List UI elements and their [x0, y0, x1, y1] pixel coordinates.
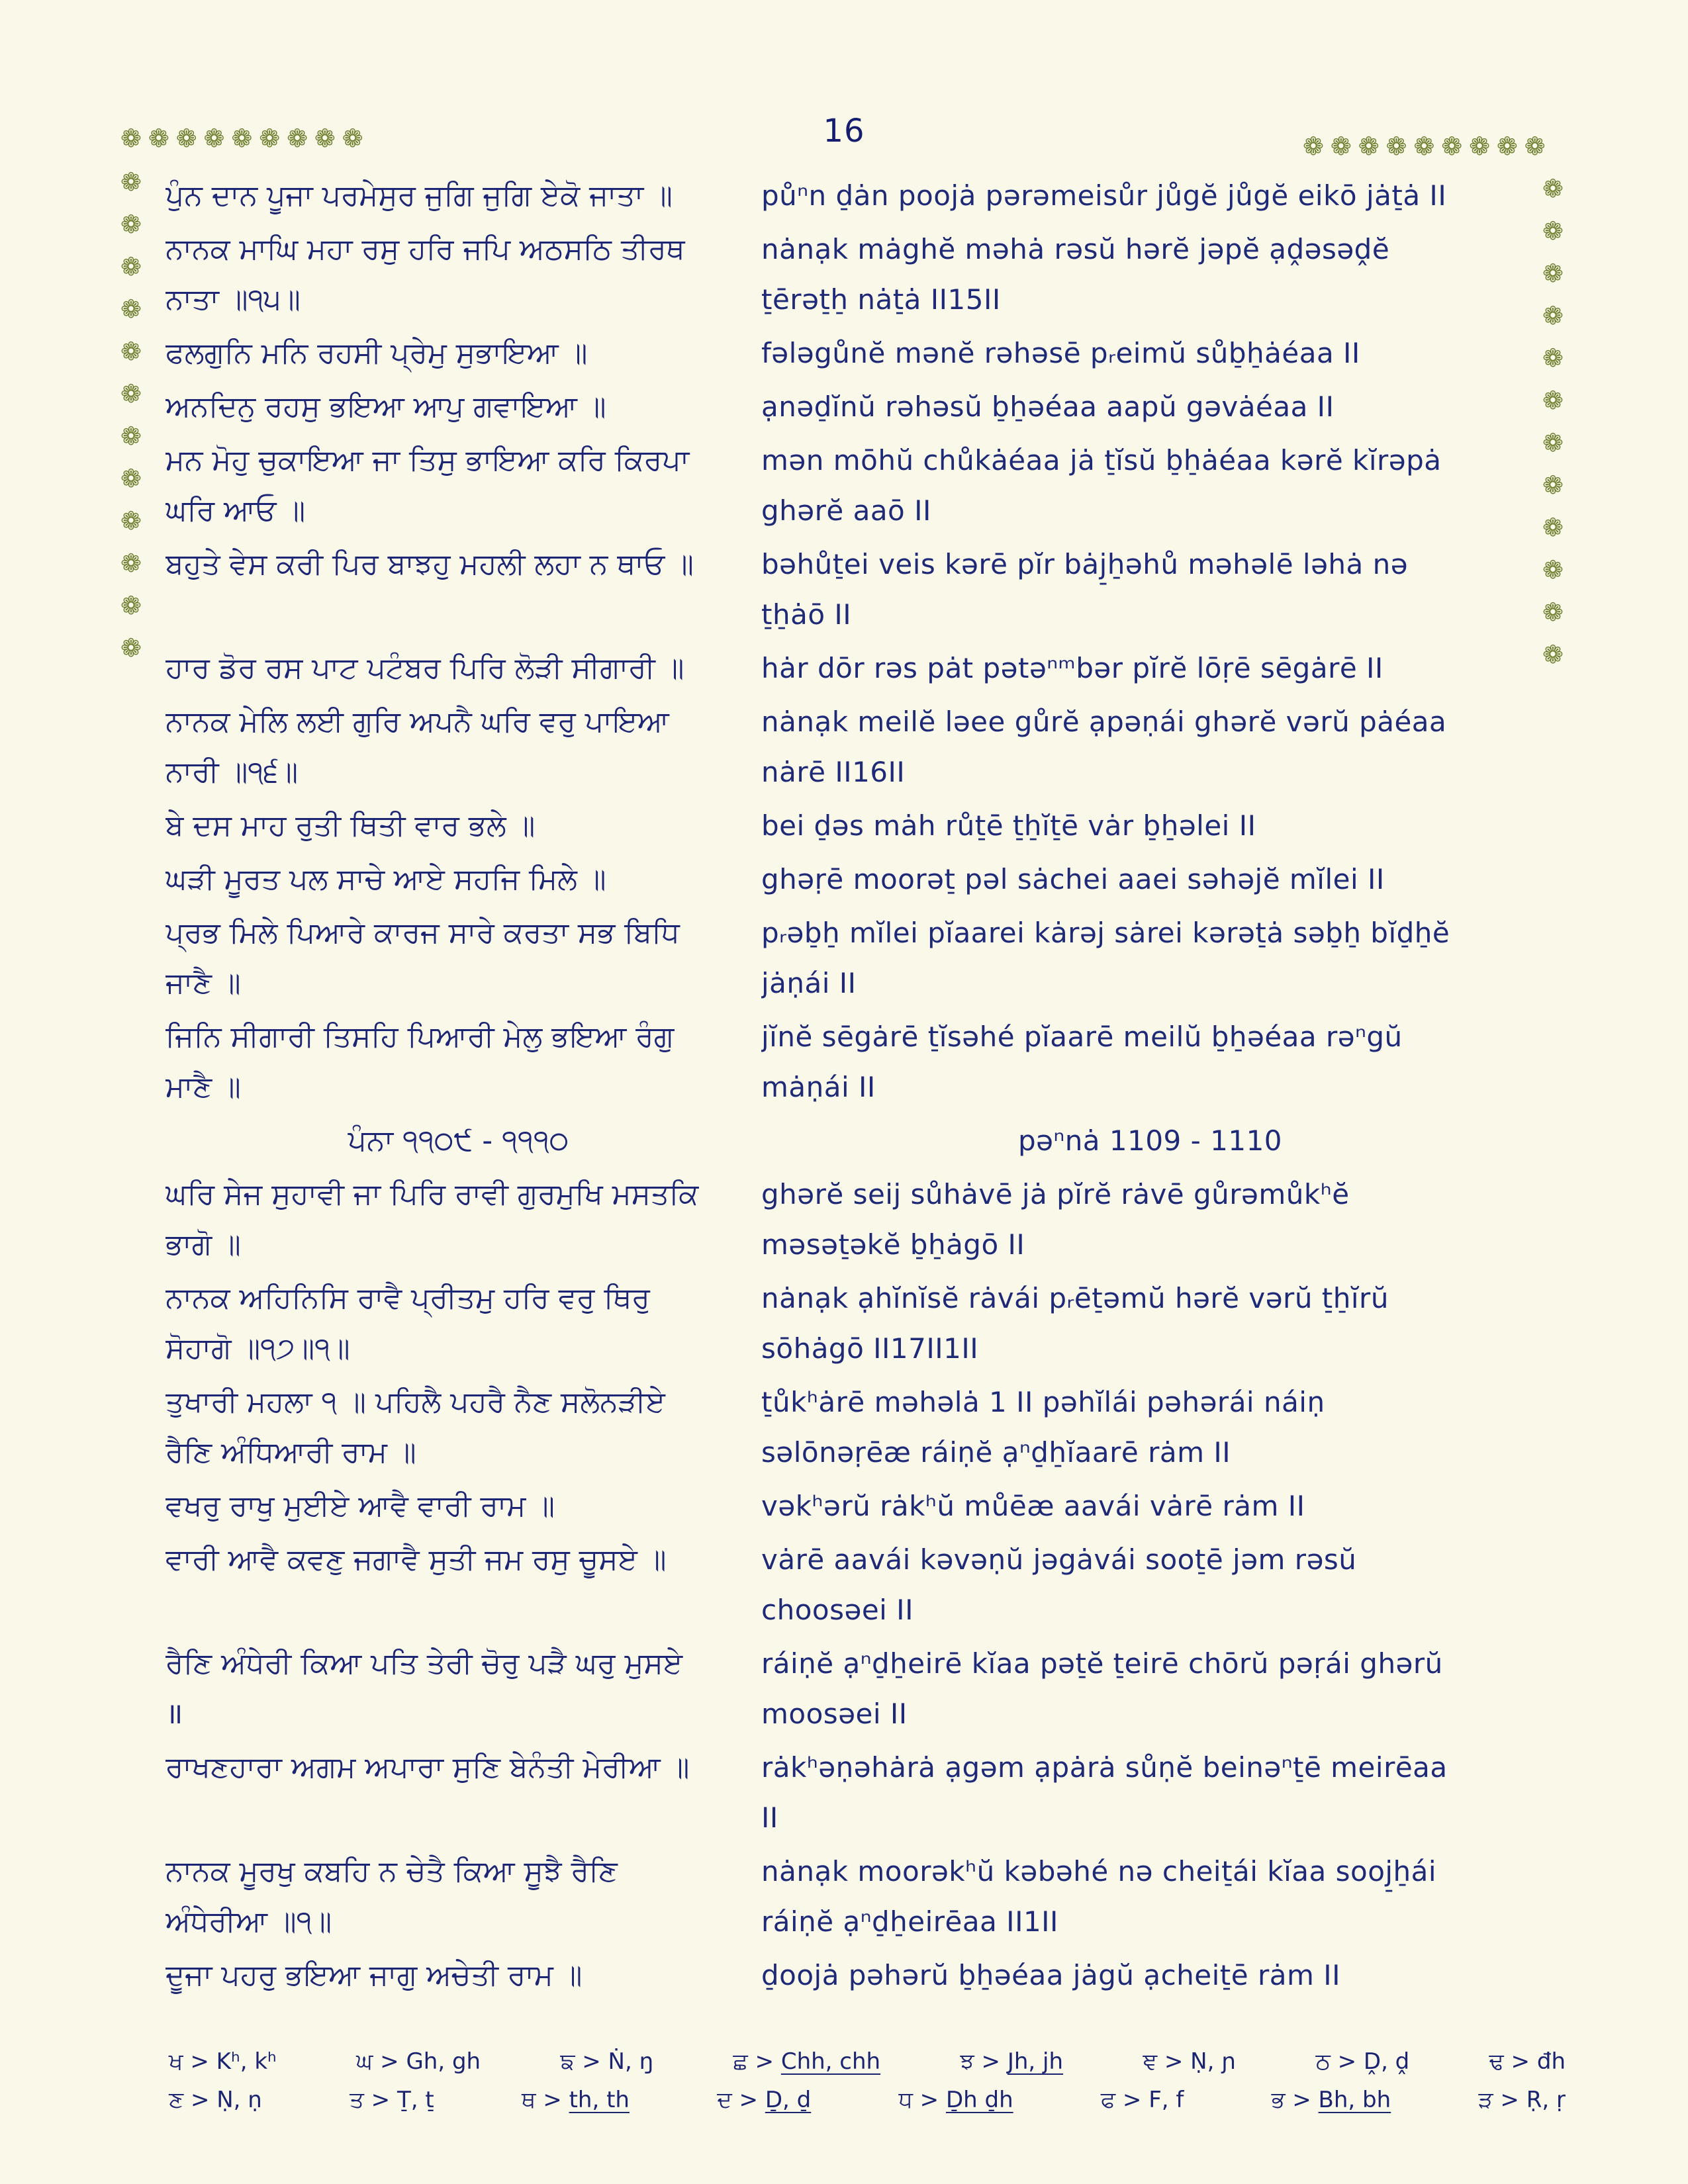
- transliteration-line: t̠h̠ȧō II: [761, 598, 852, 631]
- flower-icon: ❁: [1542, 428, 1564, 457]
- legend-gurmukhi-letter: ਧ: [898, 2087, 913, 2113]
- transliteration-line: nȧnạk meilĕ ləee gůrĕ ạpəṇái ghərĕ vərŭ pȧéaa: [761, 705, 1447, 738]
- verse-row: [165, 801, 1539, 851]
- gurmukhi-line: ਰੈਣਿ ਅੰਧੇਰੀ ਕਿਆ ਪਤਿ ਤੇਰੀ ਚੋਰੁ ਪੜੈ ਘਰੁ ਮੁਸਏ: [165, 1647, 683, 1680]
- flower-icon: ❁: [120, 549, 142, 578]
- flower-icon: ❁: [1542, 386, 1564, 415]
- transliteration-cell: [761, 1169, 1539, 1270]
- transliteration-line: ạnəd̠ĭnŭ rəhəsŭ b̠h̠əéaa aapŭ gəvȧéaa II: [761, 390, 1335, 423]
- gurmukhi-line: ਪੰਨਾ ੧੧੦੯ - ੧੧੧੦: [348, 1124, 569, 1158]
- scripture-text: [165, 171, 1539, 2004]
- gurmukhi-cell: [165, 1535, 761, 1635]
- legend-gurmukhi-letter: ਝ: [960, 2048, 974, 2075]
- transliteration-line: t̠ůkʰȧrē məhəlȧ 1 II pəhĭlái pəhərái náiṇ: [761, 1386, 1325, 1418]
- gurmukhi-line: ਦੂਜਾ ਪਹਰੁ ਭਇਆ ਜਾਗੁ ਅਚੇਤੀ ਰਾਮ ॥: [165, 1958, 583, 1992]
- empty-line: [165, 1585, 751, 1635]
- gurmukhi-cell: [165, 1950, 761, 2001]
- legend-item: [1101, 2081, 1184, 2119]
- transliteration-cell: [761, 1012, 1539, 1113]
- legend-separator: >: [575, 2048, 608, 2075]
- verse-row: [165, 1743, 1539, 1843]
- legend-item: [960, 2042, 1063, 2081]
- gurmukhi-line: ਨਾਰੀ ॥੧੬॥: [165, 755, 299, 789]
- flower-icon: ❁: [231, 124, 253, 153]
- transliteration-cell: [761, 328, 1539, 379]
- legend-item: [356, 2042, 481, 2081]
- transliteration-line: mən mōhŭ chůkȧéaa jȧ t̠ĭsŭ b̠h̠ȧéaa kərĕ kĭrəpȧ: [761, 444, 1442, 477]
- verse-row: [165, 1481, 1539, 1531]
- gurmukhi-cell: [165, 908, 761, 1009]
- legend-item: [169, 2042, 277, 2081]
- transliteration-line: ráiṇĕ ạⁿd̠h̠eirēaa II1II: [761, 1905, 1058, 1938]
- legend-item: [560, 2042, 653, 2081]
- gurmukhi-line: ਜਾਣੈ ॥: [165, 966, 241, 1000]
- legend-item: [733, 2042, 880, 2081]
- gurmukhi-cell: [165, 435, 761, 536]
- transliteration-line: sōhȧgō II17II1II: [761, 1332, 979, 1365]
- transliteration-line: mȧṇái II: [761, 1071, 876, 1103]
- gurmukhi-line: ਵਖਰੁ ਰਾਖੁ ਮੁਈਏ ਆਵੈ ਵਾਰੀ ਰਾਮ ॥: [165, 1489, 555, 1523]
- gurmukhi-cell: [165, 1116, 761, 1166]
- gurmukhi-line: ਅਨਦਿਨੁ ਰਹਸੁ ਭਇਆ ਆਪੁ ਗਵਾਇਆ ॥: [165, 390, 606, 424]
- legend-item: [1315, 2042, 1409, 2081]
- transliteration-line: jȧṇái II: [761, 967, 857, 999]
- flower-icon: ❁: [120, 422, 142, 451]
- gurmukhi-cell: [165, 1273, 761, 1374]
- legend-roman-value: th, th: [569, 2087, 630, 2113]
- transliteration-line: bəhůt̠ei veis kərē pĭr bȧj̠h̠əhů məhəlē ləhȧ nə: [761, 548, 1409, 580]
- gurmukhi-line: ਅੰਧੇਰੀਆ ॥੧॥: [165, 1905, 332, 1938]
- gurmukhi-cell: [165, 1639, 761, 1739]
- legend-gurmukhi-letter: ਛ: [733, 2048, 748, 2075]
- gurmukhi-cell: [165, 1481, 761, 1531]
- legend-separator: >: [747, 2048, 781, 2075]
- transliteration-line: ghərĕ aaō II: [761, 494, 931, 527]
- legend-gurmukhi-letter: ਥ: [521, 2087, 536, 2113]
- gurmukhi-line: ਘਰਿ ਸੇਜ ਸੁਹਾਵੀ ਜਾ ਪਿਰਿ ਰਾਵੀ ਗੁਰਮੁਖਿ ਮਸਤਕਿ: [165, 1177, 699, 1211]
- gurmukhi-cell: [165, 224, 761, 325]
- transliteration-line: ghərĕ seij sůhȧvē jȧ pĭrĕ rȧvē gůrəmůkʰĕ: [761, 1178, 1350, 1210]
- gurmukhi-line: ਮਨ ਮੋਹੁ ਚੁਕਾਇਆ ਜਾ ਤਿਸੁ ਭਾਇਆ ਕਰਿ ਕਿਰਪਾ: [165, 443, 690, 477]
- gurmukhi-cell: [165, 328, 761, 379]
- verse-row: [165, 1012, 1539, 1113]
- gurmukhi-line: ਹਾਰ ਡੋਰ ਰਸ ਪਾਟ ਪਟੰਬਰ ਪਿਰਿ ਲੋੜੀ ਸੀਗਾਰੀ ॥: [165, 651, 684, 685]
- legend-roman-value: Bh, bh: [1318, 2087, 1391, 2113]
- verse-row: [165, 224, 1539, 325]
- verse-row: [165, 908, 1539, 1009]
- transliteration-line: rȧkʰəṇəhȧrȧ ạgəm ạpȧrȧ sůṇĕ beinəⁿt̠ē meirēaa: [761, 1751, 1448, 1784]
- legend-roman-value: Ṇ, ṇ: [216, 2087, 262, 2113]
- page-reference-row: [165, 1116, 1539, 1166]
- transliteration-cell: [761, 1273, 1539, 1374]
- transliteration-line: səlōnəṛēæ ráiṇĕ ạⁿd̠h̠ĭaarē rȧm II: [761, 1436, 1231, 1469]
- legend-gurmukhi-letter: ਠ: [1315, 2048, 1331, 2075]
- transliteration-line: bei d̠əs mȧh růt̠ē t̠h̠ĭt̠ē vȧr b̠h̠əlei II: [761, 809, 1256, 842]
- transliteration-line: II: [761, 1801, 778, 1834]
- verse-row: [165, 171, 1539, 221]
- gurmukhi-line: ਫਲਗੁਨਿ ਮਨਿ ਰਹਸੀ ਪ੍ਰੇਮੁ ਸੁਭਾਇਆ ॥: [165, 336, 588, 370]
- flower-icon: ❁: [120, 506, 142, 535]
- transliteration-cell: [761, 1846, 1539, 1947]
- gurmukhi-line: ਨਾਤਾ ॥੧੫॥: [165, 283, 301, 316]
- gurmukhi-line: ਤੁਖਾਰੀ ਮਹਲਾ ੧ ॥ ਪਹਿਲੈ ਪਹਰੈ ਨੈਣ ਸਲੋਨੜੀਏ: [165, 1385, 665, 1419]
- flower-icon: ❁: [1330, 132, 1352, 161]
- gurmukhi-line: ਮਾਣੈ ॥: [165, 1070, 241, 1104]
- transliteration-line: ghəṛē moorət̠ pəl sȧchei aaei səhəjĕ mĭlei II: [761, 863, 1385, 895]
- gurmukhi-cell: [165, 1846, 761, 1947]
- legend-roman-value: Ṛ, ṛ: [1526, 2087, 1566, 2113]
- transliteration-cell: [761, 1116, 1539, 1166]
- legend-separator: >: [1330, 2048, 1364, 2075]
- legend-gurmukhi-letter: ਘ: [356, 2048, 373, 2075]
- transliteration-cell: [761, 1950, 1539, 2001]
- legend-item: [1478, 2081, 1566, 2119]
- flower-icon: ❁: [1542, 555, 1564, 584]
- flower-icon: ❁: [342, 124, 363, 153]
- flower-icon: ❁: [120, 167, 142, 197]
- flower-icon: ❁: [1542, 598, 1564, 627]
- legend-item: [1489, 2042, 1566, 2081]
- legend-roman-value: D̠, d̠: [765, 2087, 812, 2113]
- legend-gurmukhi-letter: ਦ: [717, 2087, 732, 2113]
- legend-roman-value: Ṇ, ɲ: [1190, 2048, 1237, 2075]
- gurmukhi-line: ਨਾਨਕ ਮੇਲਿ ਲਈ ਗੁਰਿ ਅਪਨੈ ਘਰਿ ਵਰੁ ਪਾਇਆ: [165, 705, 669, 739]
- verse-row: [165, 1377, 1539, 1478]
- verse-row: [165, 1535, 1539, 1635]
- transliteration-cell: [761, 908, 1539, 1009]
- legend-row: [169, 2042, 1566, 2081]
- transliteration-line: nȧnạk ạhĭnĭsĕ rȧvái pᵣēt̠əmŭ hərĕ vərŭ t̠h̠ĭrŭ: [761, 1282, 1389, 1314]
- verse-row: [165, 697, 1539, 797]
- flower-icon: ❁: [120, 591, 142, 620]
- legend-item: [1272, 2081, 1391, 2119]
- transliteration-line: nȧrē II16II: [761, 756, 906, 788]
- legend-item: [350, 2081, 434, 2119]
- legend-roman-value: Ṅ, ŋ: [608, 2048, 654, 2075]
- verse-row: [165, 1846, 1539, 1947]
- gurmukhi-cell: [165, 1169, 761, 1270]
- legend-roman-value: Kʰ, kʰ: [216, 2048, 277, 2075]
- legend-roman-value: Jh, jh: [1007, 2048, 1064, 2075]
- legend-gurmukhi-letter: ਞ: [1143, 2048, 1158, 2075]
- ornament-column-left: [120, 169, 142, 660]
- transliteration-line: pəⁿnȧ 1109 - 1110: [1017, 1124, 1283, 1157]
- flower-icon: ❁: [120, 337, 142, 366]
- legend-roman-value: Gh, gh: [406, 2048, 481, 2075]
- legend-gurmukhi-letter: ੜ: [1478, 2087, 1493, 2113]
- transliteration-cell: [761, 854, 1539, 905]
- flower-icon: ❁: [1496, 132, 1518, 161]
- gurmukhi-line: ਪ੍ਰਭ ਮਿਲੇ ਪਿਆਰੇ ਕਾਰਜ ਸਾਰੇ ਕਰਤਾ ਸਭ ਬਿਧਿ: [165, 916, 680, 950]
- transliteration-line: ráiṇĕ ạⁿd̠h̠eirē kĭaa pət̠ĕ t̠eirē chōrŭ pəṛái ghərŭ: [761, 1647, 1443, 1680]
- legend-separator: >: [1493, 2087, 1526, 2113]
- legend-item: [169, 2081, 262, 2119]
- flower-icon: ❁: [1542, 216, 1564, 246]
- gurmukhi-cell: [165, 171, 761, 221]
- legend-item: [1143, 2042, 1236, 2081]
- verse-row: [165, 643, 1539, 694]
- legend-gurmukhi-letter: ਖ: [169, 2048, 183, 2075]
- gurmukhi-line: ਘੜੀ ਮੂਰਤ ਪਲ ਸਾਚੇ ਆਏ ਸਹਜਿ ਮਿਲੇ ॥: [165, 862, 606, 896]
- verse-row: [165, 1273, 1539, 1374]
- flower-icon: ❁: [120, 210, 142, 239]
- flower-icon: ❁: [1542, 640, 1564, 669]
- gurmukhi-line: ਸੋਹਾਗੋ ॥੧੭॥੧॥: [165, 1332, 350, 1365]
- legend-item: [717, 2081, 811, 2119]
- transliteration-cell: [761, 1743, 1539, 1843]
- gurmukhi-cell: [165, 1012, 761, 1113]
- gurmukhi-line: ਬੇ ਦਸ ਮਾਹ ਰੁਤੀ ਥਿਤੀ ਵਾਰ ਭਲੇ ॥: [165, 809, 536, 842]
- empty-line: [165, 1793, 751, 1843]
- legend-separator: >: [912, 2087, 946, 2113]
- flower-icon: ❁: [120, 464, 142, 493]
- legend-item: [898, 2081, 1013, 2119]
- transliteration-cell: [761, 1535, 1539, 1635]
- legend-separator: >: [536, 2087, 569, 2113]
- transliteration-line: choosəei II: [761, 1594, 914, 1626]
- gurmukhi-line: ਭਾਗੋ ॥: [165, 1228, 241, 1261]
- flower-icon: ❁: [175, 124, 197, 153]
- legend-roman-value: D̠h d̠h: [945, 2087, 1013, 2113]
- transliteration-cell: [761, 643, 1539, 694]
- ornament-row-top-right: [1303, 134, 1546, 159]
- gurmukhi-line: ਰੈਣਿ ਅੰਧਿਆਰੀ ਰਾਮ ॥: [165, 1435, 416, 1469]
- legend-gurmukhi-letter: ਢ: [1489, 2048, 1504, 2075]
- transliteration-cell: [761, 1639, 1539, 1739]
- gurmukhi-line: ਨਾਨਕ ਮਾਘਿ ਮਹਾ ਰਸੁ ਹਰਿ ਜਪਿ ਅਠਸਠਿ ਤੀਰਥ: [165, 232, 685, 266]
- legend-separator: >: [183, 2087, 217, 2113]
- flower-icon: ❁: [314, 124, 336, 153]
- legend-roman-value: Chh, chh: [780, 2048, 881, 2075]
- transliteration-cell: [761, 1377, 1539, 1478]
- legend-separator: >: [1157, 2048, 1191, 2075]
- gurmukhi-line: ਨਾਨਕ ਅਹਿਨਿਸਿ ਰਾਵੈ ਪ੍ਰੀਤਮੁ ਹਰਿ ਵਰੁ ਥਿਰੁ: [165, 1281, 650, 1315]
- gurmukhi-cell: [165, 801, 761, 851]
- legend-separator: >: [1503, 2048, 1537, 2075]
- verse-row: [165, 1169, 1539, 1270]
- gurmukhi-cell: [165, 382, 761, 432]
- flower-icon: ❁: [120, 124, 142, 153]
- legend-gurmukhi-letter: ਙ: [560, 2048, 575, 2075]
- page-number: 16: [823, 113, 865, 150]
- flower-icon: ❁: [120, 252, 142, 281]
- flower-icon: ❁: [1469, 132, 1490, 161]
- gurmukhi-cell: [165, 1743, 761, 1843]
- flower-icon: ❁: [1542, 174, 1564, 203]
- legend-separator: >: [363, 2087, 397, 2113]
- ornament-column-right: [1542, 176, 1564, 667]
- transliteration-cell: [761, 801, 1539, 851]
- flower-icon: ❁: [1542, 259, 1564, 288]
- flower-icon: ❁: [148, 124, 169, 153]
- gurmukhi-line: ॥: [165, 1697, 183, 1731]
- legend-separator: >: [1285, 2087, 1319, 2113]
- transliteration-line: vəkʰərŭ rȧkʰŭ můēæ aavái vȧrē rȧm II: [761, 1490, 1305, 1522]
- legend-gurmukhi-letter: ਫ: [1100, 2087, 1116, 2113]
- verse-row: [165, 328, 1539, 379]
- flower-icon: ❁: [120, 633, 142, 662]
- flower-icon: ❁: [287, 124, 308, 153]
- transliteration-line: nȧnạk mȧghĕ məhȧ rəsŭ hərĕ jəpĕ ạḓəsəḓĕ: [761, 233, 1390, 265]
- verse-row: [165, 854, 1539, 905]
- transliteration-cell: [761, 224, 1539, 325]
- legend-separator: >: [974, 2048, 1008, 2075]
- transliteration-line: půⁿn d̠ȧn poojȧ pərəmeisůr jůgĕ jůgĕ eikō jȧt̠ȧ II: [761, 179, 1447, 212]
- transliteration-line: t̠ērət̠h̠ nȧt̠ȧ II15II: [761, 283, 1001, 316]
- transliteration-cell: [761, 171, 1539, 221]
- transliteration-line: fələgůnĕ mənĕ rəhəsē pᵣeimŭ sůb̠h̠ȧéaa II: [761, 337, 1360, 369]
- gurmukhi-cell: [165, 539, 761, 640]
- gurmukhi-line: ਘਰਿ ਆਓ ॥: [165, 494, 306, 527]
- gurmukhi-line: ਵਾਰੀ ਆਵੈ ਕਵਣੁ ਜਗਾਵੈ ਸੁਤੀ ਜਮ ਰਸੁ ਚੂਸਏ ॥: [165, 1543, 667, 1576]
- flower-icon: ❁: [203, 124, 225, 153]
- flower-icon: ❁: [120, 295, 142, 324]
- gurmukhi-line: ਨਾਨਕ ਮੂਰਖੁ ਕਬਹਿ ਨ ਚੇਤੈ ਕਿਆ ਸੂਝੈ ਰੈਣਿ: [165, 1854, 618, 1888]
- gurmukhi-line: ਜਿਨਿ ਸੀਗਾਰੀ ਤਿਸਹਿ ਪਿਆਰੀ ਮੇਲੁ ਭਇਆ ਰੰਗੁ: [165, 1020, 675, 1054]
- transliteration-line: hȧr dōr rəs pȧt pətəⁿᵐbər pĭrĕ lōṛē sēgȧrē II: [761, 652, 1383, 684]
- transliteration-line: pᵣəb̠h̠ mĭlei pĭaarei kȧrəj sȧrei kərət̠ȧ səb̠h̠ bĭd̠h̠ĕ: [761, 917, 1450, 949]
- flower-icon: ❁: [1358, 132, 1380, 161]
- legend-separator: >: [731, 2087, 765, 2113]
- flower-icon: ❁: [259, 124, 281, 153]
- gurmukhi-cell: [165, 697, 761, 797]
- legend-roman-value: Ḓ, ḓ: [1363, 2048, 1410, 2075]
- flower-icon: ❁: [120, 379, 142, 408]
- verse-row: [165, 539, 1539, 640]
- transliteration-line: moosəei II: [761, 1698, 908, 1730]
- verse-row: [165, 1950, 1539, 2001]
- transliteration-line: məsət̠əkĕ b̠h̠ȧgō II: [761, 1228, 1025, 1261]
- gurmukhi-cell: [165, 854, 761, 905]
- flower-icon: ❁: [1303, 132, 1324, 161]
- gurmukhi-cell: [165, 643, 761, 694]
- legend-gurmukhi-letter: ਣ: [169, 2087, 184, 2113]
- transliteration-line: jĭnĕ sēgȧrē t̠ĭsəhé pĭaarē meilŭ b̠h̠əéaa rəⁿgŭ: [761, 1021, 1403, 1053]
- transliteration-key: [169, 2042, 1566, 2119]
- legend-roman-value: T̠, t̠: [397, 2087, 434, 2113]
- ornament-row-top-left: [120, 126, 363, 151]
- transliteration-cell: [761, 382, 1539, 432]
- legend-item: [522, 2081, 630, 2119]
- legend-separator: >: [183, 2048, 216, 2075]
- flower-icon: ❁: [1441, 132, 1463, 161]
- legend-gurmukhi-letter: ਭ: [1271, 2087, 1286, 2113]
- verse-row: [165, 1639, 1539, 1739]
- flower-icon: ❁: [1385, 132, 1407, 161]
- transliteration-cell: [761, 1481, 1539, 1531]
- legend-separator: >: [373, 2048, 406, 2075]
- gurmukhi-line: ਬਹੁਤੇ ਵੇਸ ਕਰੀ ਪਿਰ ਬਾਝਹੁ ਮਹਲੀ ਲਹਾ ਨ ਥਾਓ ॥: [165, 547, 694, 581]
- empty-line: [165, 590, 751, 640]
- legend-roman-value: F, f: [1149, 2087, 1184, 2113]
- gurmukhi-line: ਰਾਖਣਹਾਰਾ ਅਗਮ ਅਪਾਰਾ ਸੁਣਿ ਬੇਨੰਤੀ ਮੇਰੀਆ ॥: [165, 1751, 690, 1784]
- flower-icon: ❁: [1542, 343, 1564, 373]
- gurmukhi-line: ਪੁੰਨ ਦਾਨ ਪੂਜਾ ਪਰਮੇਸੁਰ ਜੁਗਿ ਜੁਗਿ ਏਕੋ ਜਾਤਾ ॥: [165, 179, 673, 212]
- flower-icon: ❁: [1542, 471, 1564, 500]
- legend-separator: >: [1115, 2087, 1149, 2113]
- gurmukhi-cell: [165, 1377, 761, 1478]
- transliteration-cell: [761, 697, 1539, 797]
- legend-gurmukhi-letter: ਤ: [350, 2087, 364, 2113]
- transliteration-line: d̠oojȧ pəhərŭ b̠h̠əéaa jȧgŭ ạcheit̠ē rȧm II: [761, 1959, 1340, 1991]
- flower-icon: ❁: [1524, 132, 1546, 161]
- flower-icon: ❁: [1542, 513, 1564, 542]
- transliteration-cell: [761, 435, 1539, 536]
- transliteration-cell: [761, 539, 1539, 640]
- flower-icon: ❁: [1542, 301, 1564, 330]
- verse-row: [165, 435, 1539, 536]
- legend-row: [169, 2081, 1566, 2119]
- transliteration-line: nȧnạk moorəkʰŭ kəbəhé nə cheit̠ái kĭaa sooj̠h̠ái: [761, 1855, 1437, 1888]
- legend-roman-value: đh: [1536, 2048, 1566, 2075]
- transliteration-line: vȧrē aavái kəvəṇŭ jəgȧvái soot̠ē jəm rəsŭ: [761, 1543, 1357, 1576]
- flower-icon: ❁: [1413, 132, 1435, 161]
- verse-row: [165, 382, 1539, 432]
